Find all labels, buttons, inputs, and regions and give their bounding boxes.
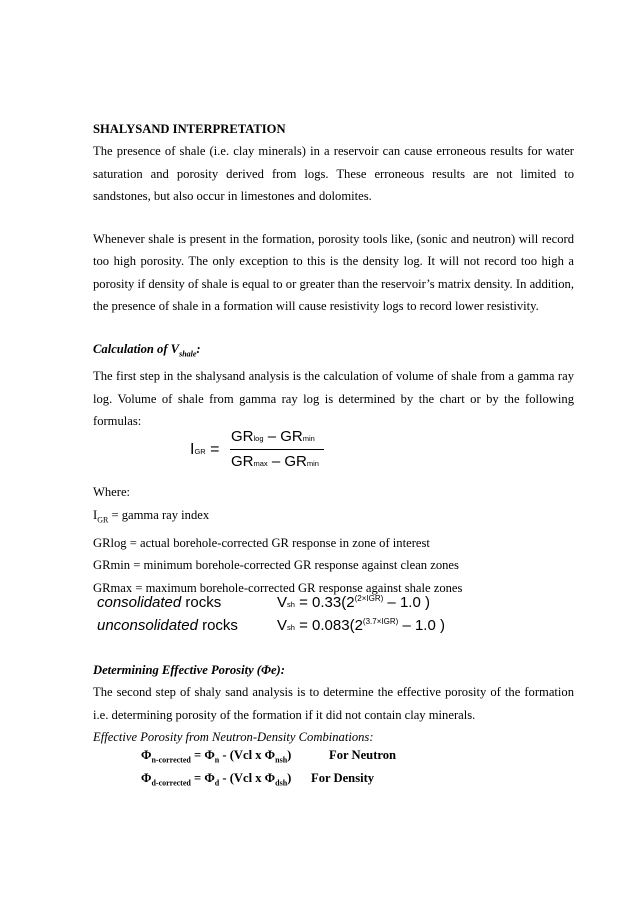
where-label: Where: — [93, 485, 131, 499]
vsh-unconsolidated-formula: Vsh = $0.083(2^{(3.7\times IGR)} - 1.0$ ) — [277, 617, 445, 634]
fraction-bar — [230, 449, 324, 450]
igr-lhs: IGR = — [190, 441, 220, 458]
paragraph-vshale: The first step in the shalysand analysis is the calculation of volume of shale from a gamma ray log. Volume of shale from gamma ray log is determined by the chart or by the following formulas: — [93, 369, 574, 429]
vsh-unconsolidated-label: unconsolidated rocks — [97, 617, 238, 634]
phi-neutron-equation: $\Phi_{n-corrected} = \Phi_n - (Vcl$ x $\Phi_{nsh}$) — [141, 748, 292, 765]
definition-grmin: GRmin = minimum borehole-corrected GR response against clean zones — [93, 558, 459, 573]
igr-formula — [190, 428, 340, 474]
phi-density-equation: $\Phi_{d-corrected} = \Phi_d - (Vcl$ x $\Phi_{dsh}$) — [141, 771, 292, 788]
igr-denominator: GRmax – GRmin — [231, 453, 319, 470]
definition-grmax: GRmax = maximum borehole-corrected GR response against shale zones — [93, 580, 463, 595]
definitions-block — [93, 481, 574, 599]
neutron-density-heading: Effective Porosity from Neutron-Density Combinations: — [93, 730, 374, 744]
phi-density-label: For Density — [311, 771, 375, 785]
effective-porosity-heading: Determining Effective Porosity (Φe): — [93, 663, 285, 677]
vsh-consolidated-label: consolidated rocks — [97, 594, 222, 611]
document-page — [93, 118, 574, 433]
paragraph-effective-porosity: The second step of shaly sand analysis is to determine the effective porosity of the formation i.e. determining porosity of the formation if it did not contain clay minerals. — [93, 685, 574, 722]
igr-numerator: GRlog – GRmin — [231, 428, 315, 445]
calc-vshale-heading: Calculation of $V_{shale}$: — [93, 341, 201, 359]
definition-grlog: GRlog = actual borehole-corrected GR response in zone of interest — [93, 535, 430, 550]
section-heading: SHALYSAND INTERPRETATION — [93, 122, 286, 136]
vsh-consolidated-formula: Vsh = $0.33(2^{(2\times IGR)} - 1.0$ ) — [277, 594, 430, 611]
paragraph-shale-effects: Whenever shale is present in the formation, porosity tools like, (sonic and neutron) will record too high porosity. The only exception to this is the density log. It will not record too high a porosity if density of shale is equal to or greater than the reservoir’s matrix density. In addition, the presence of shale in a formation will cause resistivity logs to record lower resistivity. — [93, 231, 574, 313]
definition-igr: $I_{GR}$ = gamma ray index — [93, 507, 210, 525]
effective-porosity-block — [93, 659, 574, 748]
paragraph-intro: The presence of shale (i.e. clay minerals) in a reservoir can cause erroneous results for water saturation and porosity derived from logs. These erroneous results are not limited to sandstones, but also occur in limestones and dolomites. — [93, 144, 574, 203]
phi-neutron-label: For Neutron — [329, 748, 397, 762]
